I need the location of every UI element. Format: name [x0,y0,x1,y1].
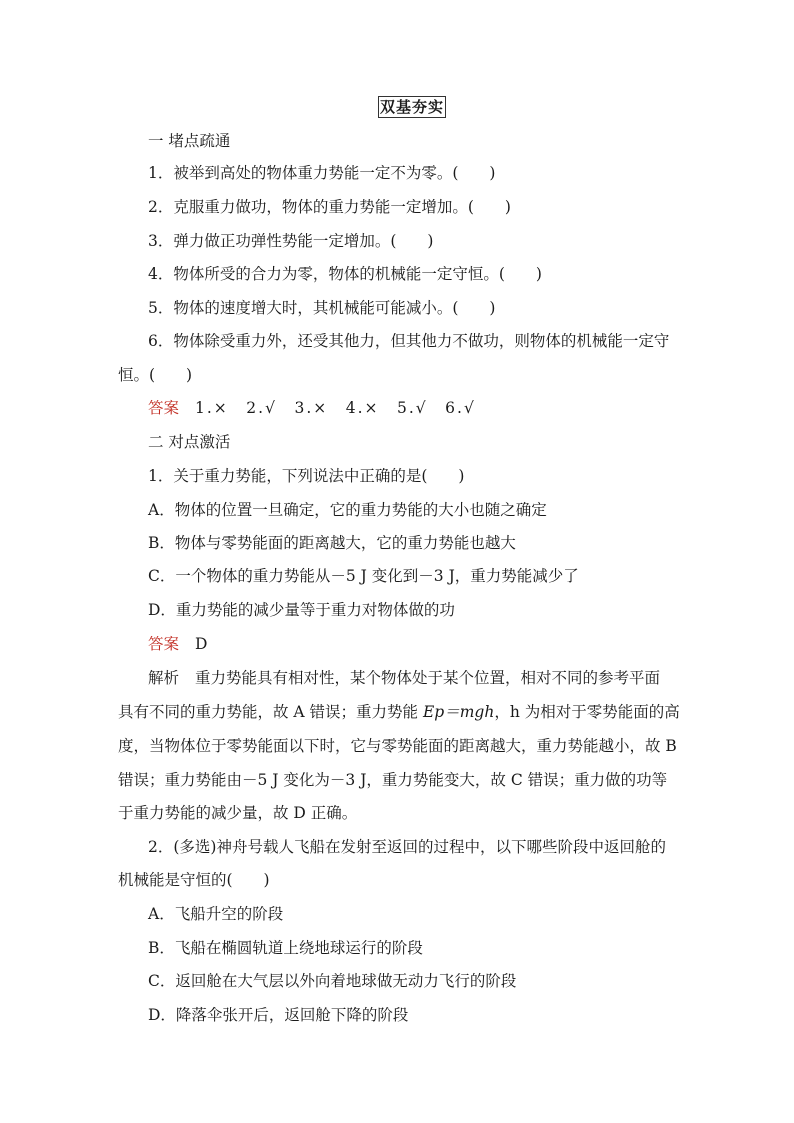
judge-item-6-line1: 6．物体除受重力外，还受其他力，但其他力不做功，则物体的机械能一定守 [148,332,670,350]
judge-item-4: 4．物体所受的合力为零，物体的机械能一定守恒。( ) [148,265,542,283]
q2-option-b: B．飞船在椭圆轨道上绕地球运行的阶段 [148,939,423,957]
q1-option-c: C．一个物体的重力势能从－5 J 变化到－3 J，重力势能减少了 [148,567,579,585]
judge-item-6-line2: 恒。( ) [118,366,193,384]
answer-label: 答案 [148,635,180,653]
q2-stem-line1: 2．(多选)神舟号载人飞船在发射至返回的过程中，以下哪些阶段中返回舱的 [148,838,666,856]
q1-analysis-line5: 于重力势能的减少量，故 D 正确。 [118,804,358,822]
q2-option-c: C．返回舱在大气层以外向着地球做无动力飞行的阶段 [148,972,517,990]
q1-option-d: D．重力势能的减少量等于重力对物体做的功 [148,601,455,619]
judge-item-5: 5．物体的速度增大时，其机械能可能减小。( ) [148,299,496,317]
judge-item-3: 3．弹力做正功弹性势能一定增加。( ) [148,232,434,250]
answer-label: 答案 [148,399,180,417]
analysis-text: ，h 为相对于零势能面的高 [494,703,680,721]
q2-stem-line2: 机械能是守恒的( ) [118,871,270,889]
section1-heading: 一 堵点疏通 [148,132,231,150]
q1-option-a: A．物体的位置一旦确定，它的重力势能的大小也随之确定 [148,501,547,519]
potential-energy-formula: Ep＝mgh [422,703,495,721]
judge-item-2: 2．克服重力做功，物体的重力势能一定增加。( ) [148,198,511,216]
section-title: 双基夯实 [379,98,444,116]
analysis-text: 重力势能具有相对性，某个物体处于某个位置，相对不同的参考平面 [195,669,661,687]
analysis-label: 解析 [148,669,180,687]
q2-option-a: A．飞船升空的阶段 [148,905,284,923]
analysis-text: 具有不同的重力势能，故 A 错误；重力势能 [118,703,423,721]
section2-heading: 二 对点激活 [148,433,231,451]
section1-answer [148,398,476,418]
q1-option-b: B．物体与零势能面的距离越大，它的重力势能也越大 [148,534,516,552]
answer-text: D [195,635,208,653]
q1-stem: 1．关于重力势能，下列说法中正确的是( ) [148,467,465,485]
q2-option-d: D．降落伞张开后，返回舱下降的阶段 [148,1006,409,1024]
q1-analysis-line3: 度，当物体位于零势能面以下时，它与零势能面的距离越大，重力势能越小，故 B [118,737,677,755]
q1-answer [148,634,207,654]
judge-item-1: 1．被举到高处的物体重力势能一定不为零。( ) [148,164,496,182]
answer-text: 1.× 2.√ 3.× 4.× 5.√ 6.√ [195,399,476,417]
q1-analysis-line4: 错误；重力势能由－5 J 变化为－3 J，重力势能变大，故 C 错误；重力做的功等 [118,771,668,789]
q1-analysis-line2 [118,702,680,722]
q1-analysis-line1 [148,668,660,688]
